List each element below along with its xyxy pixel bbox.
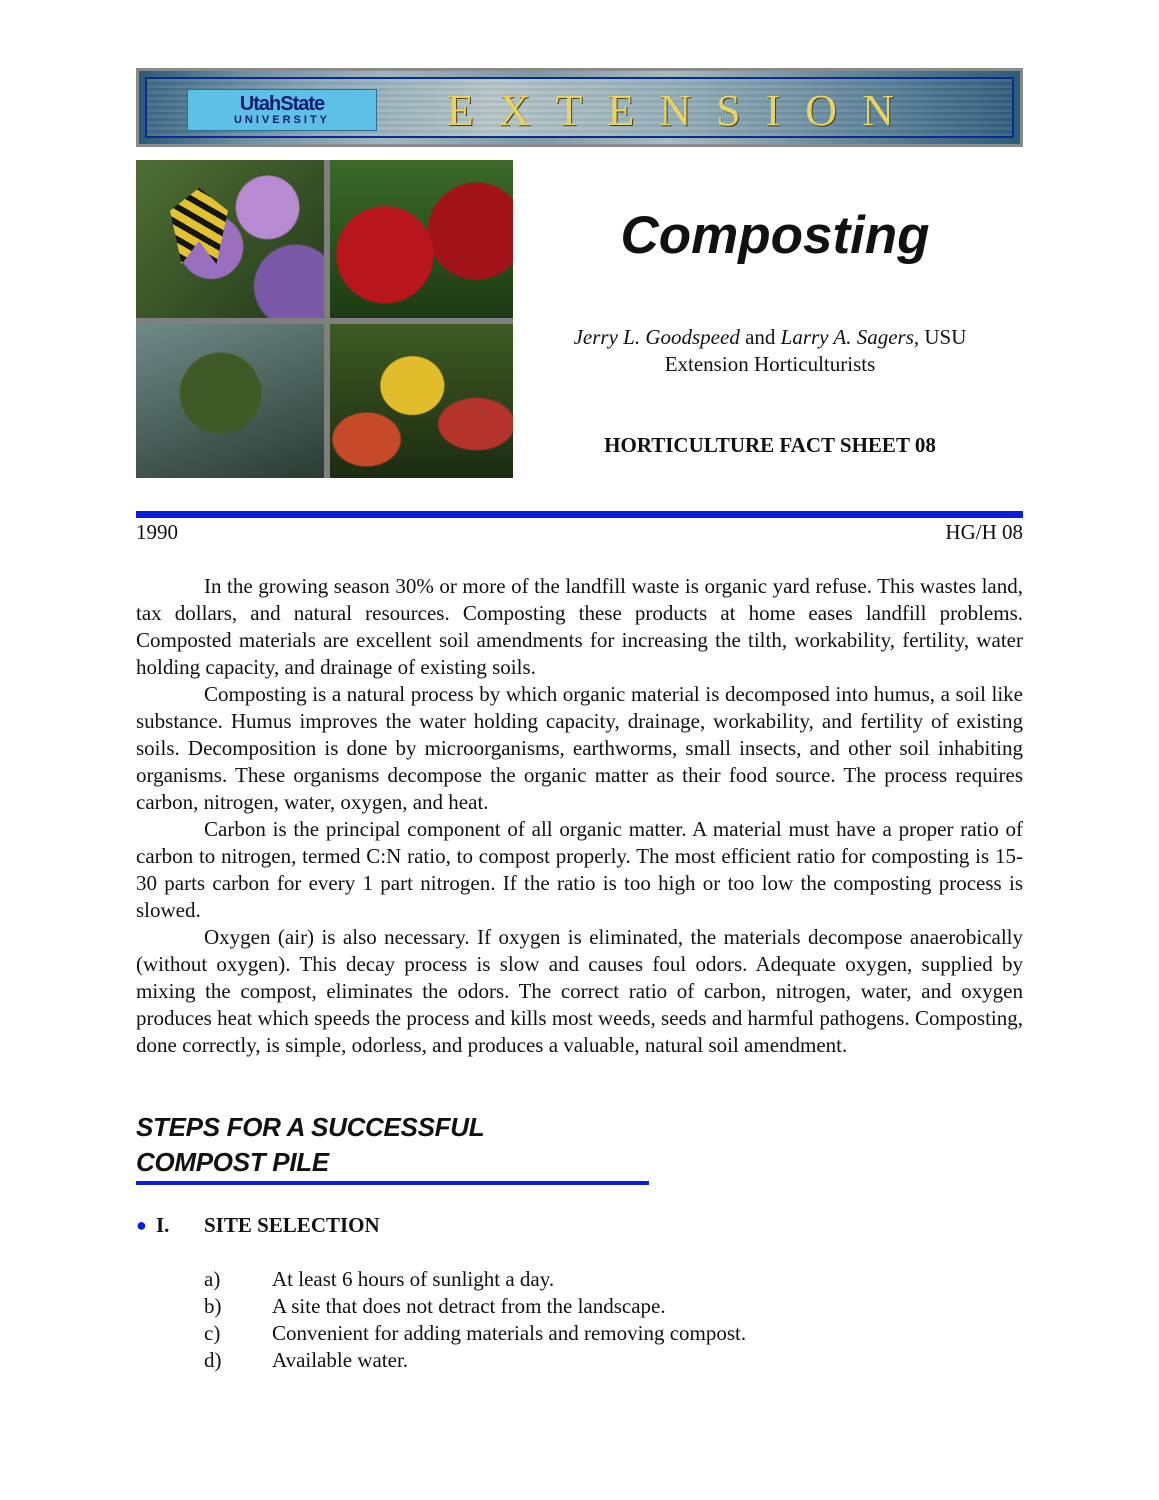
list-text: Convenient for adding materials and removing compost. <box>272 1321 747 1345</box>
affiliation-2: Extension Horticulturists <box>664 352 876 376</box>
logo-line2: UNIVERSITY <box>233 114 330 126</box>
section-heading <box>136 1110 656 1180</box>
usu-logo <box>187 89 377 131</box>
header-divider <box>136 511 1023 518</box>
photo-collage <box>136 160 513 478</box>
butterfly-shape <box>170 188 228 264</box>
section-heading-underline <box>136 1181 649 1185</box>
fact-sheet-label: HORTICULTURE FACT SHEET 08 <box>604 433 936 457</box>
bullet-icon: ● <box>136 1215 147 1235</box>
page-title: Composting <box>620 206 930 265</box>
paragraph: Oxygen (air) is also necessary. If oxygen is eliminated, the materials decompose anaerobically (without oxygen). This decay process is slow and causes foul odors. Adequate oxygen, supplied by mixing the compost, eliminates the odors. The correct ratio of carbon, nitrogen, water, and oxygen produces heat which speeds the process and kills most weeds, seeds and harmful pathogens. Composting, done correctly, is simple, odorless, and produces a valuable, natural soil amendment. <box>136 925 1023 1057</box>
list-marker: d) <box>204 1348 222 1372</box>
body-text <box>136 573 1023 1059</box>
paragraph: Composting is a natural process by which organic material is decomposed into humus, a soil like substance. Humus improves the water holding capacity, drainage, workability, and fertility of existing soils. Decomposition is done by microorganisms, earthworms, small insects, and other soil inhabiting organisms. These organisms decompose the organic matter as their food source. The process requires carbon, nitrogen, water, oxygen, and heat. <box>136 682 1023 814</box>
list-text: Available water. <box>272 1348 409 1372</box>
list-text: A site that does not detract from the landscape. <box>272 1294 666 1318</box>
photo-celosia <box>330 324 513 478</box>
list-marker: a) <box>204 1267 221 1291</box>
list-marker: c) <box>204 1321 221 1345</box>
author-2: Larry A. Sagers, <box>780 325 920 349</box>
paragraph: In the growing season 30% or more of the landfill waste is organic yard refuse. This wastes land, tax dollars, and natural resources. Composting these products at home eases landfill problems. Composted materials are excellent soil amendments for increasing the tilth, workability, fertility, water holding capacity, and drainage of existing soils. <box>136 574 1023 679</box>
list-marker: b) <box>204 1294 222 1318</box>
section-numeral: I. <box>156 1213 170 1237</box>
affiliation-1: USU <box>924 325 967 349</box>
banner-frame <box>145 77 1014 138</box>
document-code: HG/H 08 <box>945 520 1023 544</box>
logo-line1: UtahState <box>239 93 325 115</box>
list-text: At least 6 hours of sunlight a day. <box>272 1267 555 1291</box>
photo-butterfly-flowers <box>136 160 324 318</box>
extension-banner <box>136 68 1023 147</box>
photo-apples <box>330 160 513 318</box>
authors <box>540 324 1000 378</box>
author-conjunction: and <box>745 325 776 349</box>
section-heading-line2: COMPOST PILE <box>136 1147 329 1177</box>
section-title: SITE SELECTION <box>204 1213 380 1237</box>
photo-broccoli <box>136 324 324 478</box>
paragraph: Carbon is the principal component of all organic matter. A material must have a proper ratio of carbon to nitrogen, termed C:N ratio, to compost properly. The most efficient ratio for composting is 15-30 parts carbon for every 1 part nitrogen. If the ratio is too high or too low the composting process is slowed. <box>136 817 1023 922</box>
publication-year: 1990 <box>136 520 178 544</box>
extension-wordmark: EXTENSION <box>447 86 919 135</box>
author-1: Jerry L. Goodspeed <box>573 325 740 349</box>
section-heading-line1: STEPS FOR A SUCCESSFUL <box>136 1112 485 1142</box>
